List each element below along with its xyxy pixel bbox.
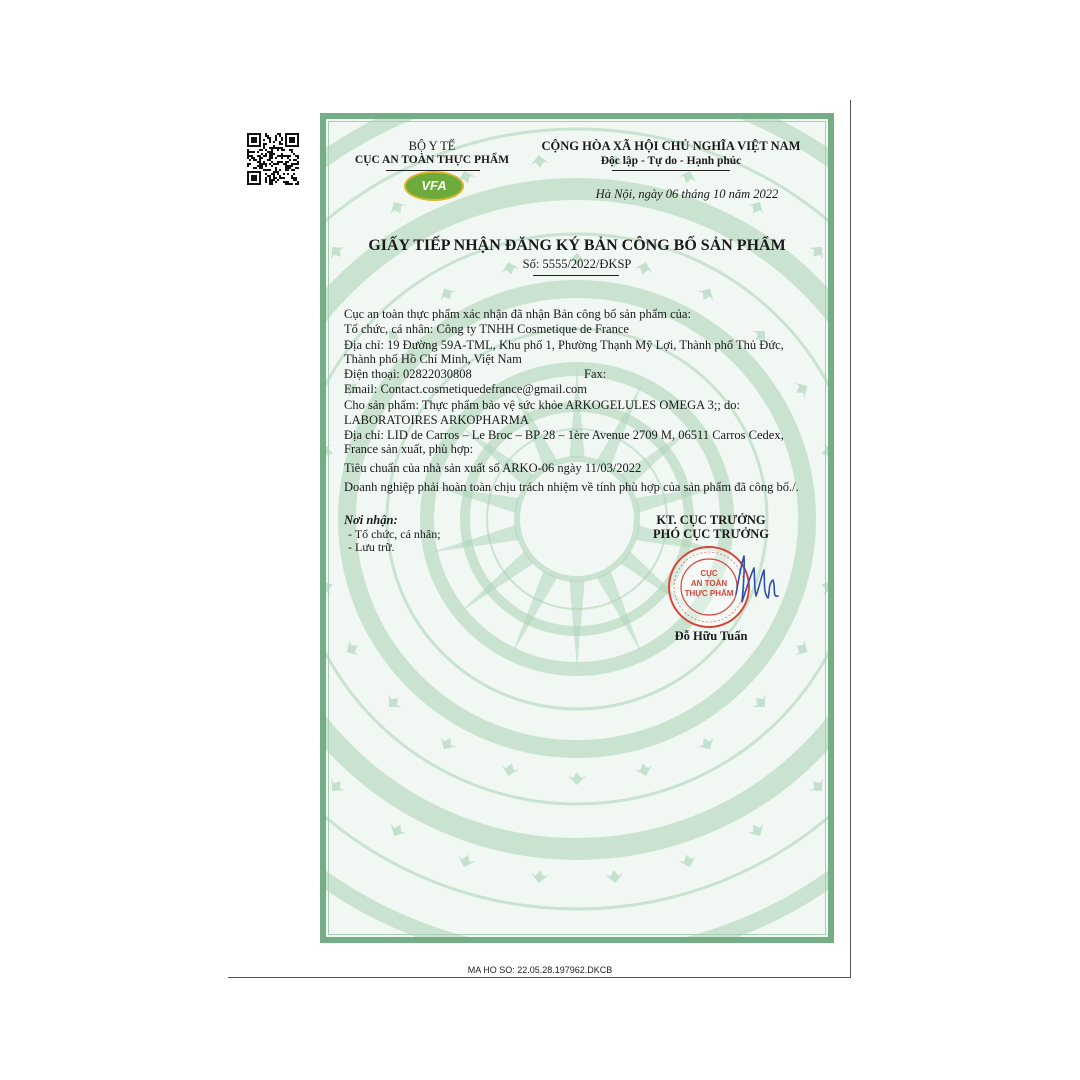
product-line: Cho sản phẩm: Thực phẩm bảo vệ sức khỏe ARKOGELULES OMEGA 3;; do: [344, 398, 740, 412]
phone-line: Điện thoại: 02822030808 [344, 367, 472, 381]
document-number: Số: 5555/2022/ĐKSP [522, 257, 632, 271]
fax-line: Fax: [584, 367, 607, 381]
email-line: Email: Contact.cosmetiquedefrance@gmail.com [344, 382, 588, 396]
document-content [326, 119, 828, 937]
recipient-item: - Tổ chức, cá nhân; [348, 527, 441, 541]
place-date: Hà Nội, ngày 06 tháng 10 năm 2022 [595, 187, 779, 201]
vfa-logo: VFA [404, 171, 464, 201]
signer-on-behalf: KT. CỤC TRƯỞNG [656, 513, 766, 527]
responsibility-line: Doanh nghiệp phải hoàn toàn chịu trách nhiệm về tính phù hợp của sản phẩm đã công bố./. [344, 480, 799, 494]
manufacturer-address-line-1: Địa chỉ: LID de Carros – Le Broc – BP 28 – 1ère Avenue 2709 M, 06511 Carros Cedex, [344, 428, 784, 442]
document-title: GIẤY TIẾP NHẬN ĐĂNG KÝ BẢN CÔNG BỐ SẢN PHẨM [368, 237, 786, 254]
recipients-heading: Nơi nhận: [344, 513, 398, 527]
stamp-text-line: AN TOÀN [690, 579, 728, 588]
manufacturer-address-line-2: France sản xuất, phù hợp: [344, 442, 474, 456]
signer-position: PHÓ CỤC TRƯỞNG [653, 527, 769, 541]
stamp-text-line: THỰC PHẨM [684, 589, 734, 598]
national-motto: Độc lập - Tự do - Hạnh phúc [600, 155, 742, 167]
address-line-2: Thành phố Hồ Chí Minh, Việt Nam [344, 352, 522, 366]
page-edge-bottom [228, 977, 851, 978]
manufacturer-line: LABORATOIRES ARKOPHARMA [344, 413, 529, 427]
certificate-frame [320, 113, 834, 943]
ministry-name: BỘ Y TẾ [408, 139, 456, 153]
department-name: CỤC AN TOÀN THỰC PHẨM [354, 154, 510, 166]
file-code: MA HO SO: 22.05.28.197962.DKCB [467, 965, 613, 975]
address-line-1: Địa chỉ: 19 Đường 59A-TML, Khu phố 1, Phường Thạnh Mỹ Lợi, Thành phố Thủ Đức, [344, 338, 784, 352]
motto-underline [612, 170, 730, 171]
number-underline [533, 275, 619, 276]
recipient-item: - Lưu trữ. [348, 540, 395, 554]
stamp-text-line: CỤC [700, 569, 718, 578]
organization-line: Tổ chức, cá nhân: Công ty TNHH Cosmetique de France [344, 322, 629, 336]
standard-line: Tiêu chuẩn của nhà sản xuất số ARKO-06 ngày 11/03/2022 [344, 461, 642, 475]
page-edge-right [850, 100, 851, 978]
republic-name: CỘNG HÒA XÃ HỘI CHỦ NGHĨA VIỆT NAM [541, 139, 801, 153]
handwritten-signature [718, 544, 788, 614]
signer-name: Đỗ Hữu Tuấn [674, 629, 748, 643]
intro-line: Cục an toàn thực phẩm xác nhận đã nhận Bản công bố sản phẩm của: [344, 307, 691, 321]
qr-code [247, 133, 299, 185]
